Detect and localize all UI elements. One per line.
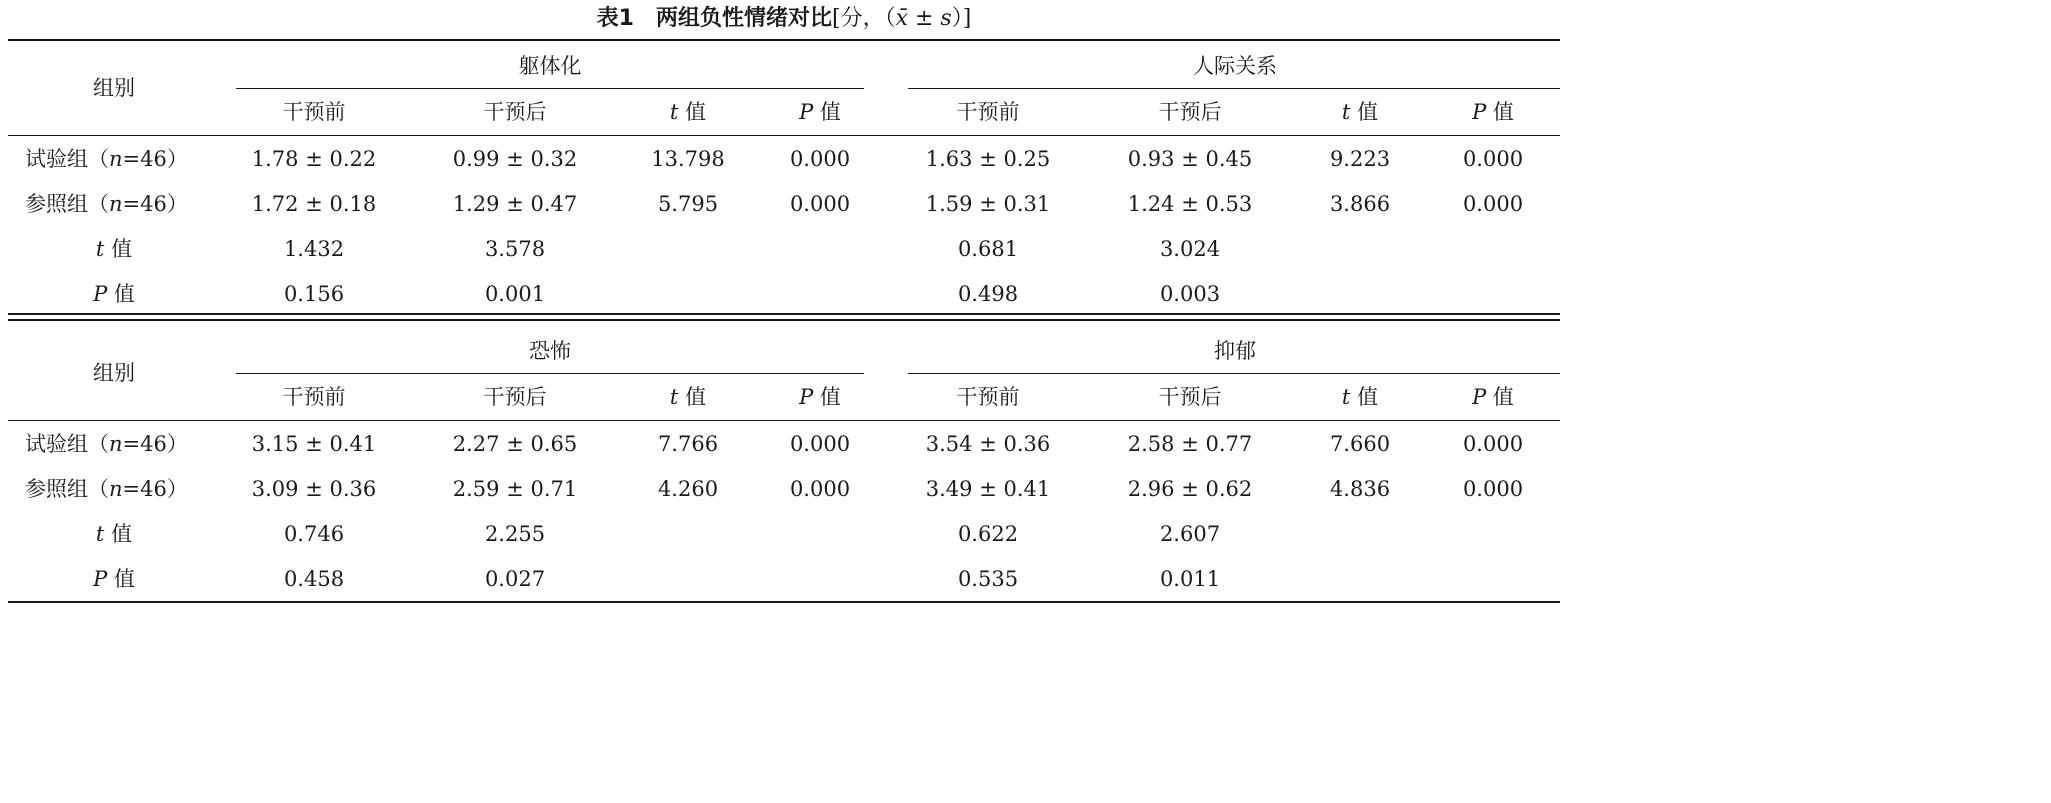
p-row-label <box>93 565 135 593</box>
data-cell: 0.000 <box>789 477 851 501</box>
data-cell: 3.09 ± 0.36 <box>251 477 377 501</box>
data-cell: 0.746 <box>283 522 345 546</box>
data-cell: 0.000 <box>789 192 851 216</box>
n-symbol: n <box>109 147 123 171</box>
value-word: 值 <box>113 282 135 306</box>
row-label <box>25 475 188 503</box>
t-row-label <box>96 520 132 548</box>
domain-spanner-rule <box>236 373 864 374</box>
header-rule <box>8 420 1560 421</box>
p-symbol: P <box>799 385 814 409</box>
domain-spanner-rule <box>908 88 1560 89</box>
space <box>813 100 820 124</box>
data-cell: 0.000 <box>1462 432 1524 456</box>
data-cell: 4.260 <box>657 477 719 501</box>
sub-header-pre: 干预前 <box>282 100 346 124</box>
domain-spanner-rule <box>236 88 864 89</box>
caption-prefix: 表1 <box>596 6 634 31</box>
data-cell: 3.024 <box>1159 237 1221 261</box>
sub-header-p <box>1472 98 1514 126</box>
value-word: 值 <box>111 237 133 261</box>
row-label <box>25 145 188 173</box>
sub-header-pre: 干预前 <box>282 385 346 409</box>
p-symbol: P <box>93 282 108 306</box>
n-symbol: n <box>109 192 123 216</box>
domain-spanner-rule <box>908 373 1560 374</box>
sub-header-t <box>670 383 706 411</box>
sub-header-t <box>1342 383 1378 411</box>
data-cell: 1.24 ± 0.53 <box>1127 192 1253 216</box>
t-symbol: t <box>669 385 679 409</box>
t-symbol: t <box>95 237 105 261</box>
table-bottom-rule <box>8 601 1560 603</box>
t-symbol: t <box>669 100 679 124</box>
data-cell: 3.49 ± 0.41 <box>925 477 1051 501</box>
data-cell: 1.78 ± 0.22 <box>251 147 377 171</box>
data-cell: 0.000 <box>1462 192 1524 216</box>
data-cell: 0.93 ± 0.45 <box>1127 147 1253 171</box>
space <box>813 385 820 409</box>
space <box>107 282 114 306</box>
row-label <box>25 190 188 218</box>
data-cell: 5.795 <box>657 192 719 216</box>
value-word: 值 <box>1357 100 1379 124</box>
data-cell: 0.000 <box>1462 477 1524 501</box>
data-cell: 7.766 <box>657 432 719 456</box>
data-cell: 0.458 <box>283 567 345 591</box>
p-symbol: P <box>1472 100 1487 124</box>
data-cell: 3.15 ± 0.41 <box>251 432 377 456</box>
group-header: 组别 <box>93 76 135 100</box>
data-cell: 13.798 <box>651 147 725 171</box>
sub-header-t <box>1342 98 1378 126</box>
domain-header-left: 躯体化 <box>518 54 582 78</box>
caption-unit-open: [分，（ <box>832 6 896 31</box>
caption-unit-close: ）] <box>951 6 972 31</box>
row-label-text: 参照组（ <box>25 192 109 216</box>
data-cell: 0.011 <box>1159 567 1221 591</box>
caption-title: 两组负性情绪对比 <box>655 6 832 31</box>
n-symbol: n <box>109 432 123 456</box>
p-symbol: P <box>1472 385 1487 409</box>
data-cell: 3.54 ± 0.36 <box>925 432 1051 456</box>
t-symbol: t <box>1341 100 1351 124</box>
table-caption <box>0 4 1568 34</box>
space <box>1486 100 1493 124</box>
data-cell: 2.96 ± 0.62 <box>1127 477 1253 501</box>
value-word: 值 <box>113 567 135 591</box>
data-cell: 7.660 <box>1329 432 1391 456</box>
p-symbol: P <box>799 100 814 124</box>
data-cell: 0.027 <box>484 567 546 591</box>
sub-header-p <box>799 383 841 411</box>
group-header: 组别 <box>93 361 135 385</box>
data-cell: 1.29 ± 0.47 <box>452 192 578 216</box>
data-cell: 2.27 ± 0.65 <box>452 432 578 456</box>
data-cell: 1.63 ± 0.25 <box>925 147 1051 171</box>
data-cell: 2.607 <box>1159 522 1221 546</box>
row-label-count: =46） <box>122 147 188 171</box>
row-label-count: =46） <box>122 192 188 216</box>
value-word: 值 <box>685 385 707 409</box>
data-cell: 0.99 ± 0.32 <box>452 147 578 171</box>
row-label-text: 试验组（ <box>25 147 109 171</box>
data-cell: 4.836 <box>1329 477 1391 501</box>
data-cell: 0.003 <box>1159 282 1221 306</box>
sub-header-post: 干预后 <box>483 385 547 409</box>
value-word: 值 <box>1357 385 1379 409</box>
data-cell: 1.432 <box>283 237 345 261</box>
sub-header-t <box>670 98 706 126</box>
row-label-count: =46） <box>122 432 188 456</box>
data-cell: 2.59 ± 0.71 <box>452 477 578 501</box>
t-row-label <box>96 235 132 263</box>
sub-header-pre: 干预前 <box>956 385 1020 409</box>
section-separator-rule <box>8 319 1560 321</box>
data-cell: 1.72 ± 0.18 <box>251 192 377 216</box>
value-word: 值 <box>685 100 707 124</box>
row-label-count: =46） <box>122 477 188 501</box>
value-word: 值 <box>819 100 841 124</box>
domain-header-left: 恐怖 <box>529 339 571 363</box>
data-cell: 3.866 <box>1329 192 1391 216</box>
data-cell: 0.622 <box>957 522 1019 546</box>
sub-header-pre: 干预前 <box>956 100 1020 124</box>
data-cell: 2.255 <box>484 522 546 546</box>
row-label-text: 参照组（ <box>25 477 109 501</box>
data-cell: 9.223 <box>1329 147 1391 171</box>
space <box>107 567 114 591</box>
data-cell: 0.681 <box>957 237 1019 261</box>
data-cell: 1.59 ± 0.31 <box>925 192 1051 216</box>
sub-header-p <box>1472 383 1514 411</box>
value-word: 值 <box>111 522 133 546</box>
data-cell: 0.000 <box>789 147 851 171</box>
sub-header-p <box>799 98 841 126</box>
value-word: 值 <box>819 385 841 409</box>
data-cell: 0.000 <box>789 432 851 456</box>
domain-header-right: 抑郁 <box>1214 339 1256 363</box>
value-word: 值 <box>1492 100 1514 124</box>
row-label-text: 试验组（ <box>25 432 109 456</box>
p-symbol: P <box>93 567 108 591</box>
t-symbol: t <box>95 522 105 546</box>
data-cell: 2.58 ± 0.77 <box>1127 432 1253 456</box>
t-symbol: t <box>1341 385 1351 409</box>
domain-header-right: 人际关系 <box>1193 54 1277 78</box>
data-cell: 0.498 <box>957 282 1019 306</box>
n-symbol: n <box>109 477 123 501</box>
sub-header-post: 干预后 <box>1158 100 1222 124</box>
data-cell: 0.535 <box>957 567 1019 591</box>
caption-stat: x̄ ± s <box>895 6 952 31</box>
sub-header-post: 干预后 <box>483 100 547 124</box>
table-top-rule <box>8 39 1560 41</box>
sub-header-post: 干预后 <box>1158 385 1222 409</box>
section-separator-rule <box>8 313 1560 315</box>
data-cell: 0.001 <box>484 282 546 306</box>
data-cell: 0.000 <box>1462 147 1524 171</box>
header-rule <box>8 135 1560 136</box>
data-cell: 3.578 <box>484 237 546 261</box>
p-row-label <box>93 280 135 308</box>
data-cell: 0.156 <box>283 282 345 306</box>
space <box>1486 385 1493 409</box>
row-label <box>25 430 188 458</box>
value-word: 值 <box>1492 385 1514 409</box>
